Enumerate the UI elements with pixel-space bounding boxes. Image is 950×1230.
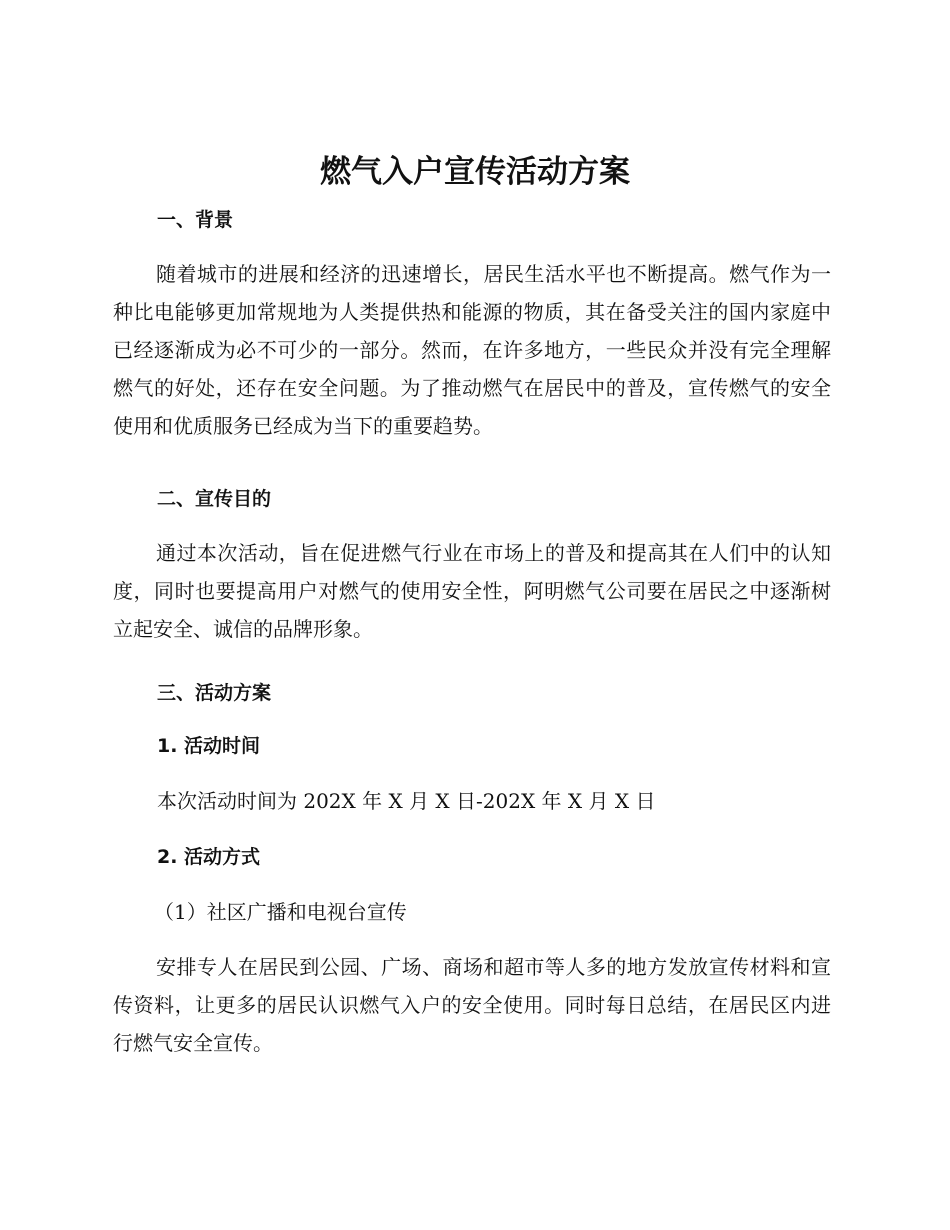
activity-time-text: 本次活动时间为 202X 年 X 月 X 日-202X 年 X 月 X 日 bbox=[157, 789, 656, 813]
section-heading-plan: 三、活动方案 bbox=[157, 682, 272, 704]
document-title: 燃气入户宣传活动方案 bbox=[320, 154, 630, 190]
background-paragraph: 随着城市的进展和经济的迅速增长，居民生活水平也不断提高。燃气作为一种比电能够更加常规地为人类提供热和能源的物质，其在备受关注的国内家庭中已经逐渐成为必不可少的一部分。然而，在许多地方，一些民众并没有完全理解燃气的好处，还存在安全问题。为了推动燃气在居民中的普及，宣传燃气的安全使用和优质服务已经成为当下的重要趋势。 bbox=[113, 262, 831, 438]
section-heading-purpose: 二、宣传目的 bbox=[157, 488, 272, 510]
subheading-activity-time: 1. 活动时间 bbox=[157, 735, 261, 757]
method-item-1-title: （1）社区广播和电视台宣传 bbox=[154, 900, 407, 924]
subheading-activity-method: 2. 活动方式 bbox=[157, 846, 261, 868]
method-item-1-paragraph: 安排专人在居民到公园、广场、商场和超市等人多的地方发放宣传材料和宣传资料，让更多的居民认识燃气入户的安全使用。同时每日总结，在居民区内进行燃气安全宣传。 bbox=[113, 955, 831, 1055]
purpose-paragraph: 通过本次活动，旨在促进燃气行业在市场上的普及和提高其在人们中的认知度，同时也要提高用户对燃气的使用安全性，阿明燃气公司要在居民之中逐渐树立起安全、诚信的品牌形象。 bbox=[113, 541, 831, 641]
section-heading-background: 一、背景 bbox=[157, 209, 234, 231]
